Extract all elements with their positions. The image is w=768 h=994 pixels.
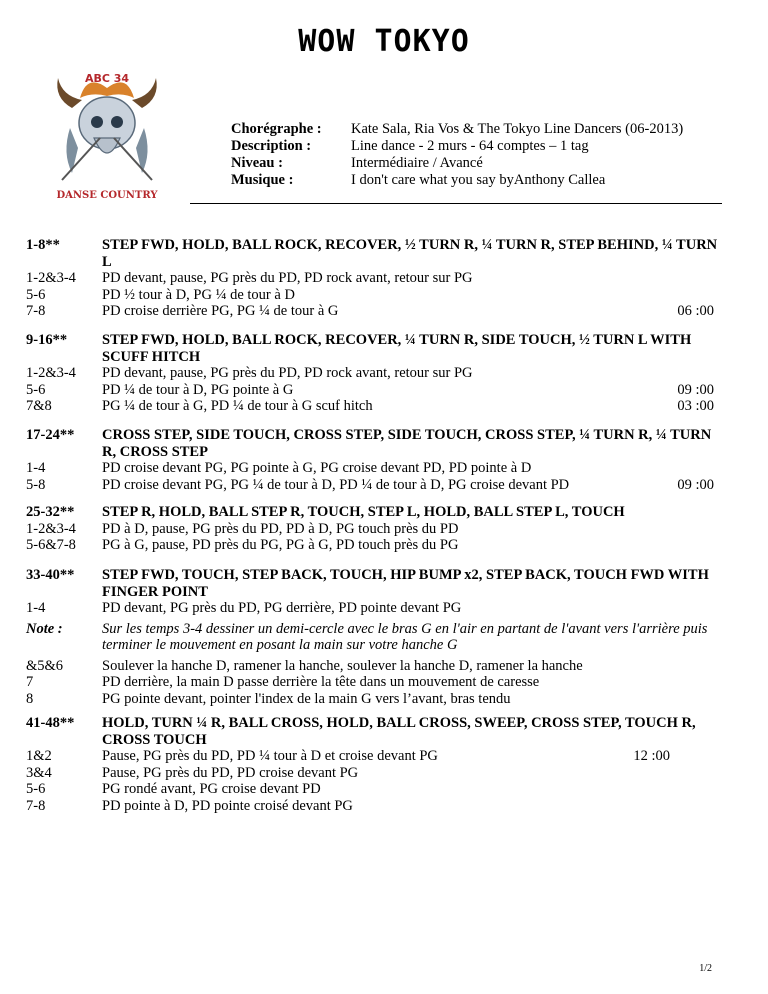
- facing-wall: 06 :00: [677, 303, 714, 319]
- step-section: [26, 567, 726, 707]
- step-text: PG rondé avant, PG croise devant PD: [102, 781, 321, 797]
- step-count: 7&8: [26, 398, 52, 414]
- step-count: &5&6: [26, 657, 64, 674]
- section-title: STEP FWD, HOLD, BALL ROCK, RECOVER, ¼ TURN R, SIDE TOUCH, ½ TURN L WITH SCUFF HITCH: [102, 332, 692, 365]
- step-text: PD croise devant PG, PG pointe à G, PG croise devant PD, PD pointe à D: [102, 460, 532, 476]
- step-text: PD devant, pause, PG près du PD, PD rock avant, retour sur PG: [102, 365, 473, 381]
- section-title: STEP R, HOLD, BALL STEP R, TOUCH, STEP L, HOLD, BALL STEP L, TOUCH: [102, 504, 625, 520]
- info-value: Intermédiaire / Avancé: [351, 155, 483, 171]
- step-count: 1-2&3-4: [26, 270, 76, 286]
- step-text: Pause, PG près du PD, PD croise devant PG: [102, 764, 359, 781]
- step-text: PG pointe devant, pointer l'index de la main G vers l’avant, bras tendu: [102, 690, 511, 707]
- section-count: 41-48**: [26, 715, 75, 731]
- step-text: PD croise derrière PG, PG ¼ de tour à G: [102, 303, 339, 319]
- facing-wall: 12 :00: [633, 748, 670, 764]
- page-number: 1/2: [699, 963, 712, 974]
- step-text: PD pointe à D, PD pointe croisé devant PG: [102, 797, 353, 814]
- step-text: PD croise devant PG, PG ¼ de tour à D, PD ¼ de tour à D, PG croise devant PD: [102, 476, 570, 493]
- divider: [190, 203, 722, 204]
- step-count: 5-6&7-8: [26, 537, 76, 553]
- section-title: STEP FWD, TOUCH, STEP BACK, TOUCH, HIP BUMP x2, STEP BACK, TOUCH FWD WITH FINGER POINT: [102, 567, 709, 600]
- step-section: [26, 504, 726, 554]
- step-count: 5-8: [26, 476, 46, 493]
- step-text: PG ¼ de tour à G, PD ¼ de tour à G scuf hitch: [102, 398, 373, 414]
- step-count: 1&2: [26, 748, 52, 764]
- info-value: Kate Sala, Ria Vos & The Tokyo Line Dancers (06-2013): [351, 121, 684, 137]
- step-count: 3&4: [26, 764, 52, 781]
- step-text: PD à D, pause, PG près du PD, PD à D, PG touch près du PD: [102, 520, 459, 537]
- step-section: [26, 427, 726, 493]
- dance-info: [231, 121, 683, 189]
- info-label: Chorégraphe :: [231, 121, 322, 137]
- section-count: 9-16**: [26, 332, 68, 348]
- section-title: CROSS STEP, SIDE TOUCH, CROSS STEP, SIDE TOUCH, CROSS STEP, ¼ TURN R, ¼ TURN R, CROSS STEP: [102, 427, 712, 460]
- step-text: PD ½ tour à D, PG ¼ de tour à D: [102, 286, 295, 303]
- section-count: 33-40**: [26, 567, 75, 583]
- step-section: [26, 715, 726, 814]
- section-title: HOLD, TURN ¼ R, BALL CROSS, HOLD, BALL CROSS, SWEEP, CROSS STEP, TOUCH R, CROSS TOUCH: [102, 715, 696, 748]
- step-section: [26, 332, 726, 415]
- step-count: 5-6: [26, 286, 46, 303]
- step-count: 7: [26, 674, 34, 690]
- info-value: Line dance - 2 murs - 64 comptes – 1 tag: [351, 138, 589, 154]
- step-count: 5-6: [26, 781, 46, 797]
- step-count: 1-2&3-4: [26, 365, 76, 381]
- logo-top-text: ABC 34: [84, 72, 130, 85]
- section-title: STEP FWD, HOLD, BALL ROCK, RECOVER, ½ TURN R, ¼ TURN R, STEP BEHIND, ¼ TURN L: [102, 237, 718, 270]
- step-count: 7-8: [26, 797, 46, 814]
- facing-wall: 03 :00: [677, 398, 714, 414]
- step-count: 5-6: [26, 381, 46, 398]
- info-label: Description :: [231, 138, 312, 154]
- step-text: PD ¼ de tour à D, PG pointe à G: [102, 381, 294, 398]
- note-text: Sur les temps 3-4 dessiner un demi-cercle avec le bras G en l'air en partant de l'avant vers l'arrière puis terminer le mouvement en posant la main sur votre hanche G: [102, 620, 708, 653]
- step-text: PG à G, pause, PD près du PG, PG à G, PD touch près du PG: [102, 537, 459, 553]
- step-count: 1-4: [26, 460, 46, 476]
- facing-wall: 09 :00: [677, 381, 714, 398]
- section-count: 1-8**: [26, 237, 60, 253]
- info-label: Niveau :: [231, 155, 283, 171]
- logo-bottom-text: DANSE COUNTRY: [56, 190, 158, 201]
- step-section: [26, 237, 726, 320]
- facing-wall: 09 :00: [677, 476, 714, 493]
- step-count: 8: [26, 690, 34, 707]
- section-count: 25-32**: [26, 504, 75, 520]
- step-count: 1-2&3-4: [26, 520, 76, 537]
- step-count: 1-4: [26, 600, 46, 616]
- info-label: Musique :: [231, 172, 294, 188]
- section-count: 17-24**: [26, 427, 75, 443]
- step-count: 7-8: [26, 303, 46, 319]
- dance-club-logo: [52, 68, 162, 204]
- step-text: Soulever la hanche D, ramener la hanche, soulever la hanche D, ramener la hanche: [102, 657, 583, 674]
- step-text: PD devant, PG près du PD, PG derrière, PD pointe devant PG: [102, 600, 462, 616]
- note-label: Note :: [26, 620, 63, 637]
- page-title: WOW TOKYO: [298, 24, 470, 59]
- step-text: PD derrière, la main D passe derrière la tête dans un mouvement de caresse: [102, 674, 540, 690]
- info-value: I don't care what you say byAnthony Callea: [351, 172, 606, 188]
- step-text: PD devant, pause, PG près du PD, PD rock avant, retour sur PG: [102, 270, 473, 286]
- step-text: Pause, PG près du PD, PD ¼ tour à D et croise devant PG: [102, 748, 438, 764]
